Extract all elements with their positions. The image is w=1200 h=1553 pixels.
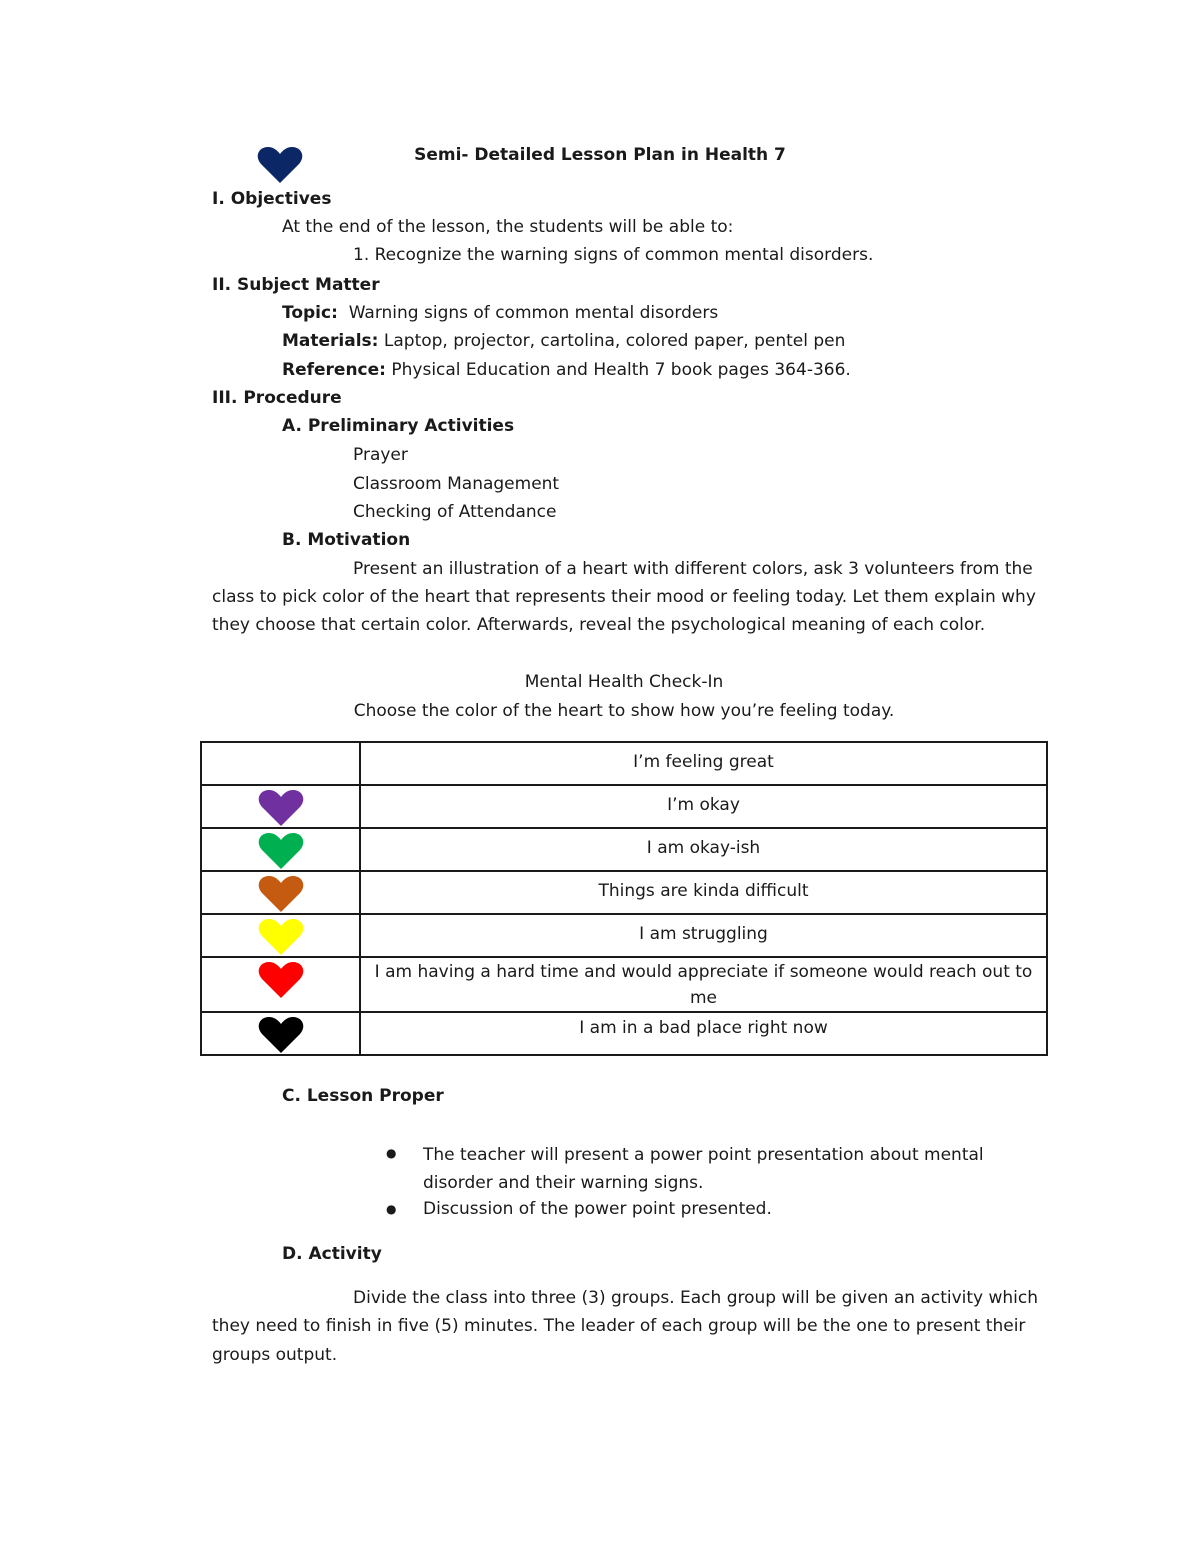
activity-line: they need to finish in five (5) minutes. The leader of each group will be the one to present their (212, 1316, 1026, 1336)
motivation-line: class to pick color of the heart that represents their mood or feeling today. Let them explain why (212, 587, 1036, 607)
activity-line: Divide the class into three (3) groups. Each group will be given an activity which (353, 1288, 1039, 1308)
table-row (201, 828, 1047, 871)
purple-heart-icon (258, 789, 304, 827)
green-heart-icon (258, 832, 304, 870)
motivation-line: Present an illustration of a heart with different colors, ask 3 volunteers from the (353, 559, 1033, 579)
reference-label: Reference: (282, 360, 386, 380)
heart-cell (201, 1012, 360, 1055)
table-row (201, 914, 1047, 957)
heart-cell (201, 957, 360, 1012)
materials-value: Laptop, projector, cartolina, colored paper, pentel pen (383, 331, 846, 351)
bullet-icon: ● (386, 1146, 397, 1160)
objectives-heading: I. Objectives (212, 189, 332, 209)
preliminary-item: Prayer (353, 445, 408, 465)
heart-cell (201, 871, 360, 914)
mood-table (200, 741, 1048, 1056)
topic-value: Warning signs of common mental disorders (348, 303, 719, 323)
activity-line: groups output. (212, 1345, 338, 1365)
heart-cell (201, 914, 360, 957)
preliminary-item: Checking of Attendance (353, 502, 557, 522)
lesson-proper-heading: C. Lesson Proper (282, 1086, 444, 1106)
activity-heading: D. Activity (282, 1244, 382, 1264)
lesson-bullet-text: The teacher will present a power point presentation about mental disorder and their warning signs. (423, 1145, 984, 1193)
mood-text: I’m feeling great (360, 742, 1047, 785)
table-row (201, 957, 1047, 1012)
heart-cell (201, 828, 360, 871)
orange-heart-icon (258, 875, 304, 913)
page-title: Semi- Detailed Lesson Plan in Health 7 (414, 145, 786, 165)
motivation-line: they choose that certain color. Afterwards, reveal the psychological meaning of each color. (212, 615, 986, 635)
procedure-heading: III. Procedure (212, 388, 342, 408)
black-heart-icon (258, 1016, 304, 1054)
lesson-bullet-text: Discussion of the power point presented. (423, 1199, 772, 1219)
table-row (201, 1012, 1047, 1055)
objectives-intro: At the end of the lesson, the students will be able to: (282, 217, 734, 237)
table-row (201, 742, 1047, 785)
preliminary-item: Classroom Management (353, 474, 560, 494)
topic-label: Topic: (282, 303, 338, 323)
motivation-heading: B. Motivation (282, 530, 411, 550)
heart-cell (201, 785, 360, 828)
bullet-icon: ● (386, 1202, 397, 1216)
mood-text: I am okay-ish (360, 828, 1047, 871)
materials-label: Materials: (282, 331, 379, 351)
mood-text: Things are kinda difficult (360, 871, 1047, 914)
preliminary-heading: A. Preliminary Activities (282, 416, 515, 436)
mood-text: I am in a bad place right now (360, 1012, 1047, 1055)
mood-text: I am having a hard time and would appreciate if someone would reach out to me (360, 957, 1047, 1012)
reference-value: Physical Education and Health 7 book pages 364-366. (391, 360, 851, 380)
checkin-title: Mental Health Check-In (524, 672, 724, 692)
topic-line (282, 305, 718, 322)
materials-line (282, 333, 845, 350)
mood-text: I’m okay (360, 785, 1047, 828)
table-row (201, 785, 1047, 828)
heart-cell (201, 742, 360, 785)
reference-line (282, 362, 851, 379)
objective-item: 1. Recognize the warning signs of common mental disorders. (353, 245, 874, 265)
subject-matter-heading: II. Subject Matter (212, 275, 380, 295)
mood-text: I am struggling (360, 914, 1047, 957)
red-heart-icon (258, 961, 304, 999)
checkin-subtitle: Choose the color of the heart to show how you’re feeling today. (353, 701, 895, 721)
table-row (201, 871, 1047, 914)
yellow-heart-icon (258, 918, 304, 956)
